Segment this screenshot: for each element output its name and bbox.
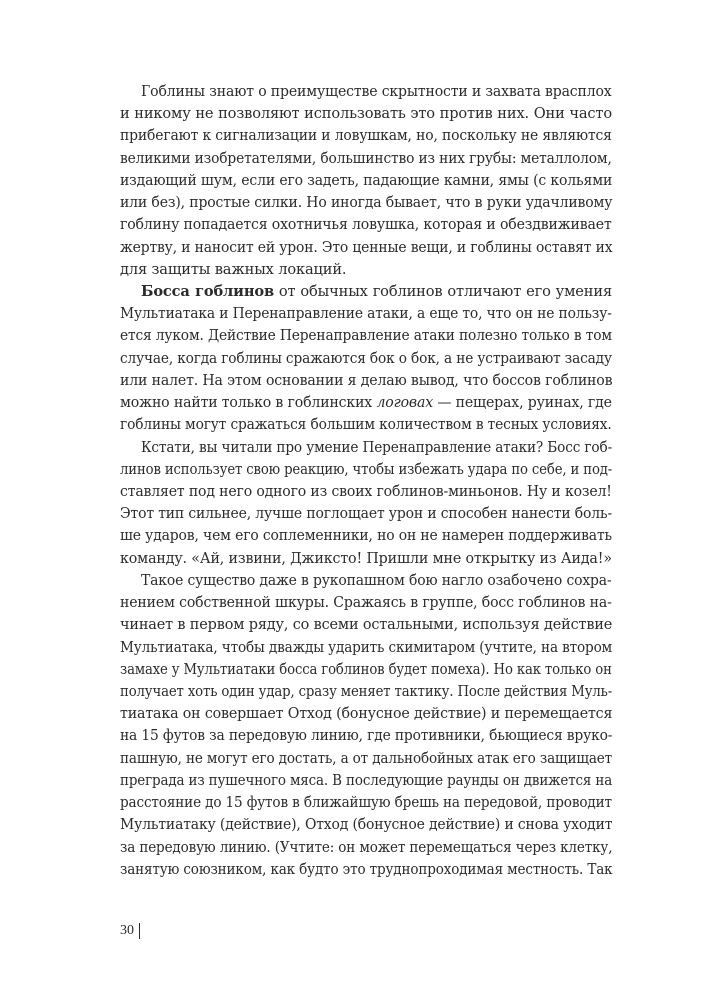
- text-line: [141, 280, 612, 304]
- italic-term: логовах: [376, 394, 433, 411]
- text-line: жертву, и наносит ей урон. Это ценные вещи, и гоблины оставят их: [120, 239, 613, 256]
- text-line: на 15 футов за передовую линию, где противники, бьющиеся вруко-: [120, 727, 613, 744]
- text-line: Мультиатаку (действие), Отход (бонусное действие) и снова уходит: [120, 816, 613, 833]
- text-line: расстояние до 15 футов в ближайшую брешь на передовой, проводит: [120, 794, 612, 811]
- text-line: Мультиатака, чтобы дважды ударить скимитаром (учтите, на втором: [120, 639, 613, 656]
- text-line: издающий шум, если его задеть, падающие камни, ямы (с кольями: [120, 172, 613, 189]
- text-line: Кстати, вы читали про умение Перенаправление атаки? Босс гоб-: [141, 439, 613, 456]
- text-line: нением собственной шкуры. Сражаясь в группе, босс гоблинов на-: [120, 594, 612, 611]
- text-run: можно найти только в гоблинских: [120, 394, 377, 411]
- text-line: [120, 391, 612, 415]
- text-line: преграда из пушечного мяса. В последующие раунды он движется на: [120, 772, 613, 789]
- text-run: — пещерах, руинах, где: [432, 394, 612, 411]
- text-line: или налет. На этом основании я делаю вывод, что боссов гоблинов: [120, 372, 613, 389]
- page-footer: [120, 921, 140, 941]
- text-line: случае, когда гоблины сражаются бок о бок, а не устраивают засаду: [120, 350, 612, 367]
- text-line: тиатака он совершает Отход (бонусное действие) и перемещается: [120, 705, 613, 722]
- text-line: пашную, не могут его достать, а от дальнобойных атак его защищает: [120, 750, 612, 767]
- bold-term: Босса гоблинов: [141, 283, 274, 300]
- text-line: и никому не позволяют использовать это против них. Они часто: [120, 105, 612, 122]
- text-line: гоблины могут сражаться большим количеством в тесных условиях.: [120, 416, 612, 433]
- text-line: Гоблины знают о преимуществе скрытности и захвата врасплох: [141, 83, 612, 100]
- text-line: чинает в первом ряду, со всеми остальными, используя действие: [120, 616, 613, 633]
- text-line: занятую союзником, как будто это труднопроходимая местность. Так: [120, 861, 613, 878]
- page-number: 30: [120, 923, 134, 938]
- text-line: линов использует свою реакцию, чтобы избежать удара по себе, и под-: [120, 461, 613, 478]
- text-line: ется луком. Действие Перенаправление атаки полезно только в том: [120, 327, 612, 344]
- text-line: для защиты важных локаций.: [120, 261, 347, 278]
- text-line: за передовую линию. (Учтите: он может перемещаться через клетку,: [120, 839, 613, 856]
- text-line: Мультиатака и Перенаправление атаки, а еще то, что он не пользу-: [120, 305, 612, 322]
- text-line: Этот тип сильнее, лучше поглощает урон и способен нанести боль-: [120, 505, 613, 522]
- text-line: прибегают к сигнализации и ловушкам, но, поскольку не являются: [120, 127, 612, 144]
- text-line: Такое существо даже в рукопашном бою нагло озабочено сохра-: [141, 572, 612, 589]
- text-line: великими изобретателями, большинство из них грубы: металлолом,: [120, 150, 612, 167]
- text-line: команду. «Ай, извини, Джиксто! Пришли мне открытку из Аида!»: [120, 550, 612, 567]
- text-line: ше ударов, чем его соплеменники, но он не намерен поддерживать: [120, 527, 612, 544]
- text-line: или без), простые силки. Но иногда бывает, что в руки удачливому: [120, 194, 613, 211]
- footer-separator: [139, 923, 140, 939]
- text-line: замахе у Мультиатаки босса гоблинов будет помеха). Но как только он: [120, 661, 612, 678]
- text-line: получает хоть один удар, сразу меняет тактику. После действия Муль-: [120, 683, 613, 700]
- text-line: ставляет под него одного из своих гоблинов-миньонов. Ну и козел!: [120, 483, 612, 500]
- text-run: от обычных гоблинов отличают его умения: [273, 283, 612, 300]
- text-line: гоблину попадается охотничья ловушка, которая и обездвиживает: [120, 216, 612, 233]
